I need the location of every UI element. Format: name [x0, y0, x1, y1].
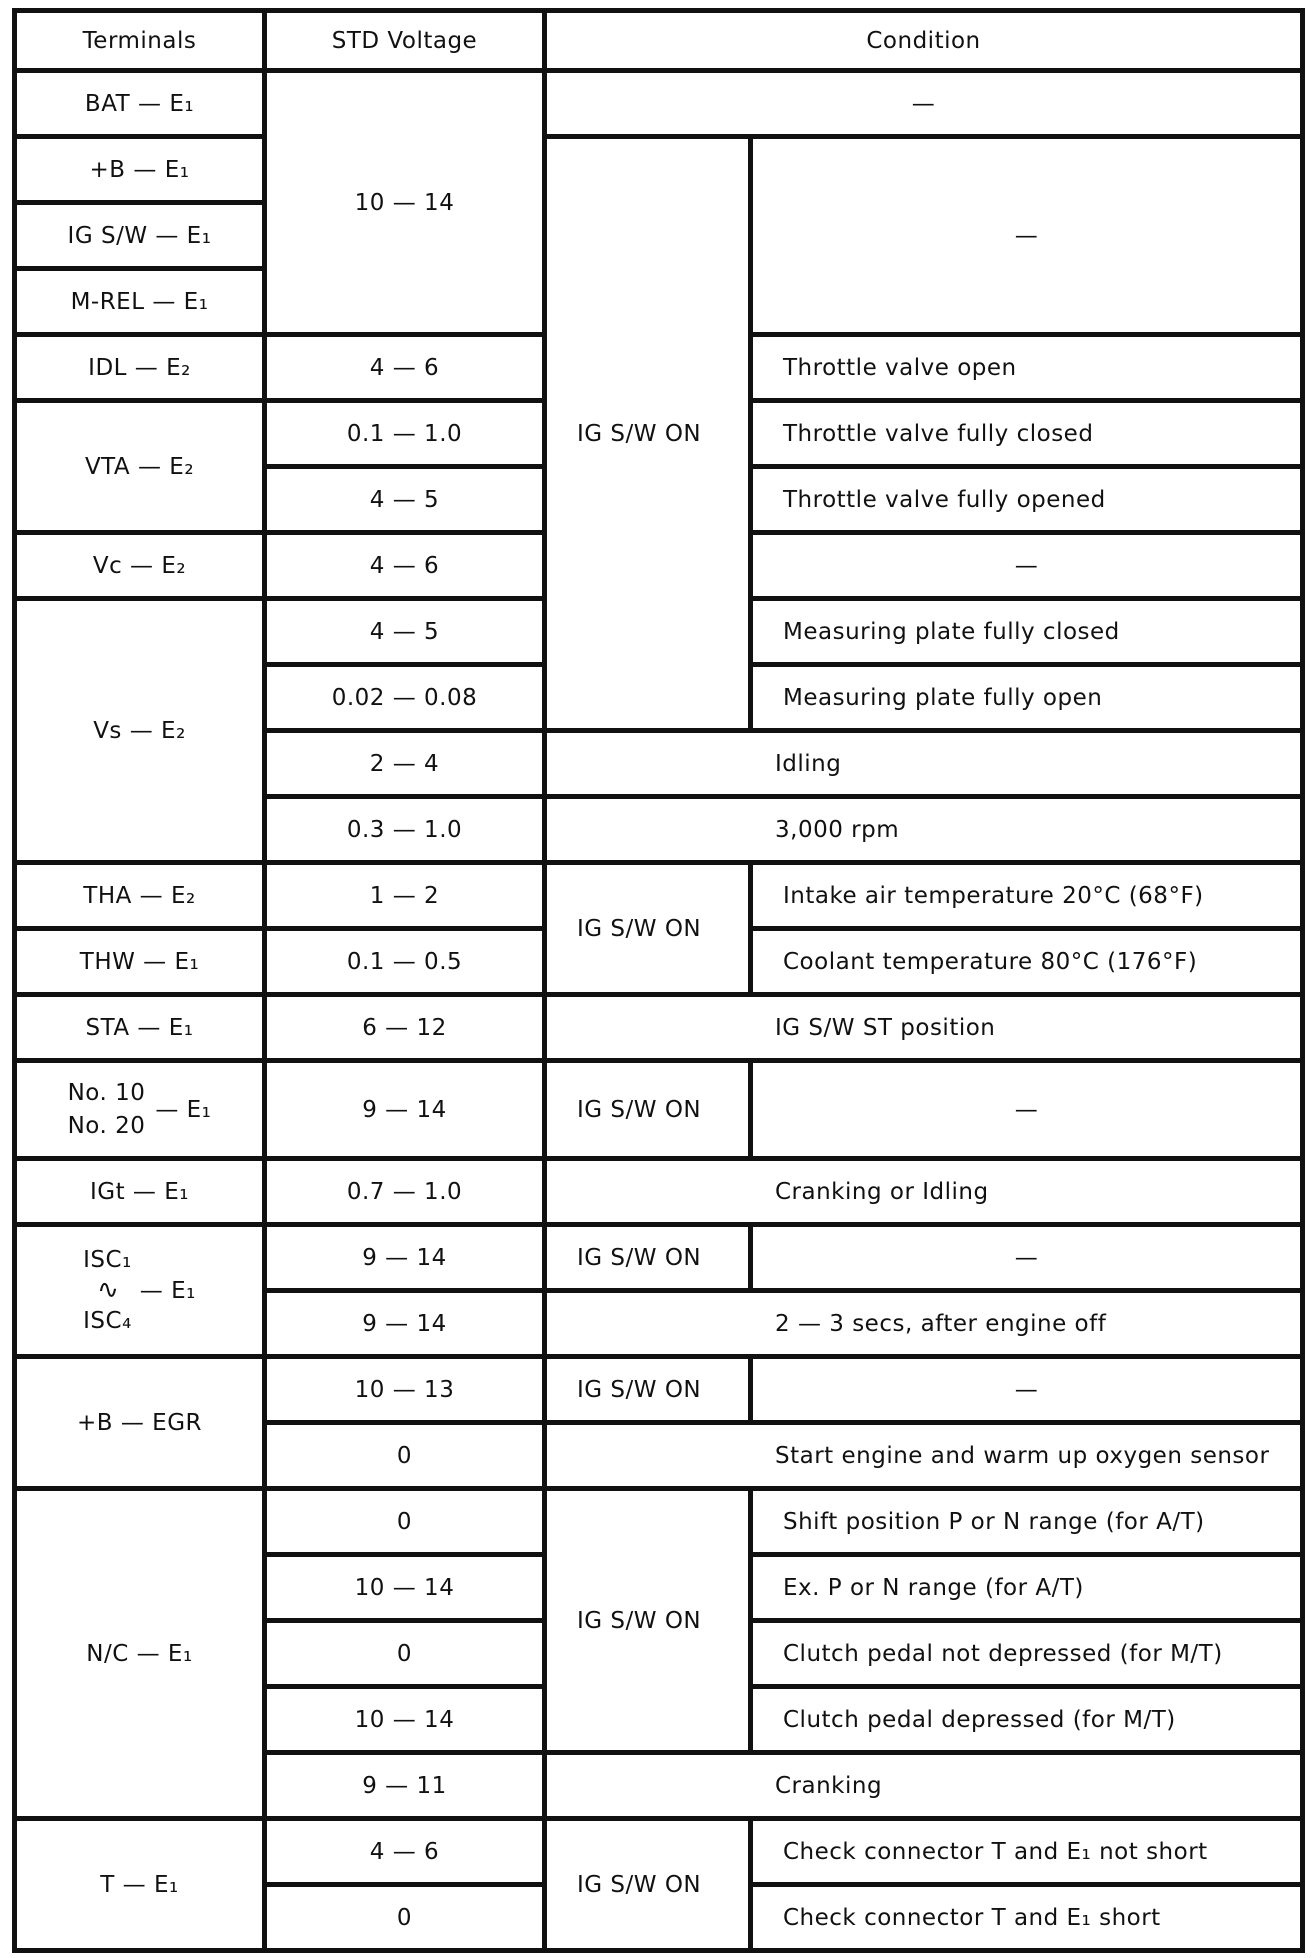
- header-terminals: Terminals: [15, 11, 265, 71]
- table-row: [15, 137, 1303, 203]
- condition-cell: 3,000 rpm: [545, 797, 1303, 863]
- voltage-cell: 4 — 6: [265, 335, 545, 401]
- terminal-cell: [15, 1061, 265, 1159]
- voltage-cell: 0: [265, 1885, 545, 1951]
- voltage-cell: 1 — 2: [265, 863, 545, 929]
- state-cell: IG S/W ON: [545, 1225, 751, 1291]
- condition-cell: Check connector T and E₁ short: [751, 1885, 1303, 1951]
- voltage-cell: 0: [265, 1621, 545, 1687]
- condition-cell: —: [751, 1357, 1303, 1423]
- terminal-suffix: — E₁: [155, 1096, 212, 1123]
- voltage-cell: 0.7 — 1.0: [265, 1159, 545, 1225]
- condition-cell: Shift position P or N range (for A/T): [751, 1489, 1303, 1555]
- voltage-cell: 9 — 14: [265, 1061, 545, 1159]
- terminal-line: No. 20: [67, 1112, 146, 1139]
- condition-cell: Clutch pedal not depressed (for M/T): [751, 1621, 1303, 1687]
- state-cell: IG S/W ON: [545, 1489, 751, 1753]
- condition-cell: —: [751, 1061, 1303, 1159]
- terminal-cell: STA — E₁: [15, 995, 265, 1061]
- table-row: [15, 1819, 1303, 1885]
- terminal-cell: +B — EGR: [15, 1357, 265, 1489]
- condition-cell: Start engine and warm up oxygen sensor: [545, 1423, 1303, 1489]
- terminal-cell: BAT — E₁: [15, 71, 265, 137]
- voltage-cell: 0.1 — 0.5: [265, 929, 545, 995]
- terminal-cell: +B — E₁: [15, 137, 265, 203]
- voltage-cell: 0.3 — 1.0: [265, 797, 545, 863]
- condition-cell: 2 — 3 secs, after engine off: [545, 1291, 1303, 1357]
- terminal-cell: VTA — E₂: [15, 401, 265, 533]
- voltage-cell: 4 — 5: [265, 467, 545, 533]
- voltage-cell: 10 — 14: [265, 71, 545, 335]
- terminal-cell: THW — E₁: [15, 929, 265, 995]
- terminal-line: No. 10: [67, 1080, 146, 1107]
- terminal-cell: IGt — E₁: [15, 1159, 265, 1225]
- condition-cell: Throttle valve fully opened: [751, 467, 1303, 533]
- voltage-cell: 4 — 6: [265, 1819, 545, 1885]
- condition-cell: Check connector T and E₁ not short: [751, 1819, 1303, 1885]
- condition-cell: Coolant temperature 80°C (176°F): [751, 929, 1303, 995]
- state-cell: IG S/W ON: [545, 1819, 751, 1951]
- voltage-cell: 4 — 6: [265, 533, 545, 599]
- condition-cell: —: [751, 533, 1303, 599]
- header-std-voltage: STD Voltage: [265, 11, 545, 71]
- condition-cell: Throttle valve fully closed: [751, 401, 1303, 467]
- condition-cell: Measuring plate fully open: [751, 665, 1303, 731]
- table-header-row: [15, 11, 1303, 71]
- terminal-line: ISC₁: [83, 1247, 132, 1274]
- voltage-cell: 10 — 14: [265, 1555, 545, 1621]
- terminal-cell: N/C — E₁: [15, 1489, 265, 1819]
- condition-cell: Clutch pedal depressed (for M/T): [751, 1687, 1303, 1753]
- condition-cell: —: [751, 1225, 1303, 1291]
- condition-cell: Throttle valve open: [751, 335, 1303, 401]
- condition-cell: IG S/W ST position: [545, 995, 1303, 1061]
- terminal-cell: T — E₁: [15, 1819, 265, 1951]
- state-cell: IG S/W ON: [545, 137, 751, 731]
- terminal-cell: THA — E₂: [15, 863, 265, 929]
- terminal-cell: Vs — E₂: [15, 599, 265, 863]
- voltage-cell: 0: [265, 1489, 545, 1555]
- range-tilde-icon: ∿: [97, 1275, 120, 1306]
- terminal-cell: Vc — E₂: [15, 533, 265, 599]
- terminal-cell: M-REL — E₁: [15, 269, 265, 335]
- state-cell: IG S/W ON: [545, 1357, 751, 1423]
- state-cell: IG S/W ON: [545, 1061, 751, 1159]
- table-row: [15, 863, 1303, 929]
- terminal-cell: IDL — E₂: [15, 335, 265, 401]
- voltage-cell: 6 — 12: [265, 995, 545, 1061]
- table-row: [15, 1357, 1303, 1423]
- condition-cell: Cranking or Idling: [545, 1159, 1303, 1225]
- condition-cell: Idling: [545, 731, 1303, 797]
- table-row: [15, 995, 1303, 1061]
- condition-cell: —: [751, 137, 1303, 335]
- voltage-cell: 4 — 5: [265, 599, 545, 665]
- condition-cell: Intake air temperature 20°C (68°F): [751, 863, 1303, 929]
- terminal-cell: IG S/W — E₁: [15, 203, 265, 269]
- table-row: [15, 1225, 1303, 1291]
- voltage-cell: 0: [265, 1423, 545, 1489]
- terminal-voltage-table: [12, 8, 1305, 1953]
- condition-cell: Measuring plate fully closed: [751, 599, 1303, 665]
- terminal-cell: [15, 1225, 265, 1357]
- condition-cell: Ex. P or N range (for A/T): [751, 1555, 1303, 1621]
- terminal-suffix: — E₁: [139, 1277, 196, 1304]
- table-row: [15, 71, 1303, 137]
- voltage-cell: 9 — 14: [265, 1291, 545, 1357]
- header-condition: Condition: [545, 11, 1303, 71]
- table-row: [15, 1489, 1303, 1555]
- voltage-cell: 2 — 4: [265, 731, 545, 797]
- voltage-cell: 0.02 — 0.08: [265, 665, 545, 731]
- condition-cell: —: [545, 71, 1303, 137]
- state-cell: IG S/W ON: [545, 863, 751, 995]
- voltage-cell: 10 — 13: [265, 1357, 545, 1423]
- table-row: [15, 1159, 1303, 1225]
- table-row: [15, 1061, 1303, 1159]
- condition-cell: Cranking: [545, 1753, 1303, 1819]
- voltage-cell: 9 — 11: [265, 1753, 545, 1819]
- voltage-cell: 0.1 — 1.0: [265, 401, 545, 467]
- voltage-cell: 9 — 14: [265, 1225, 545, 1291]
- voltage-cell: 10 — 14: [265, 1687, 545, 1753]
- terminal-line: ISC₄: [83, 1307, 132, 1334]
